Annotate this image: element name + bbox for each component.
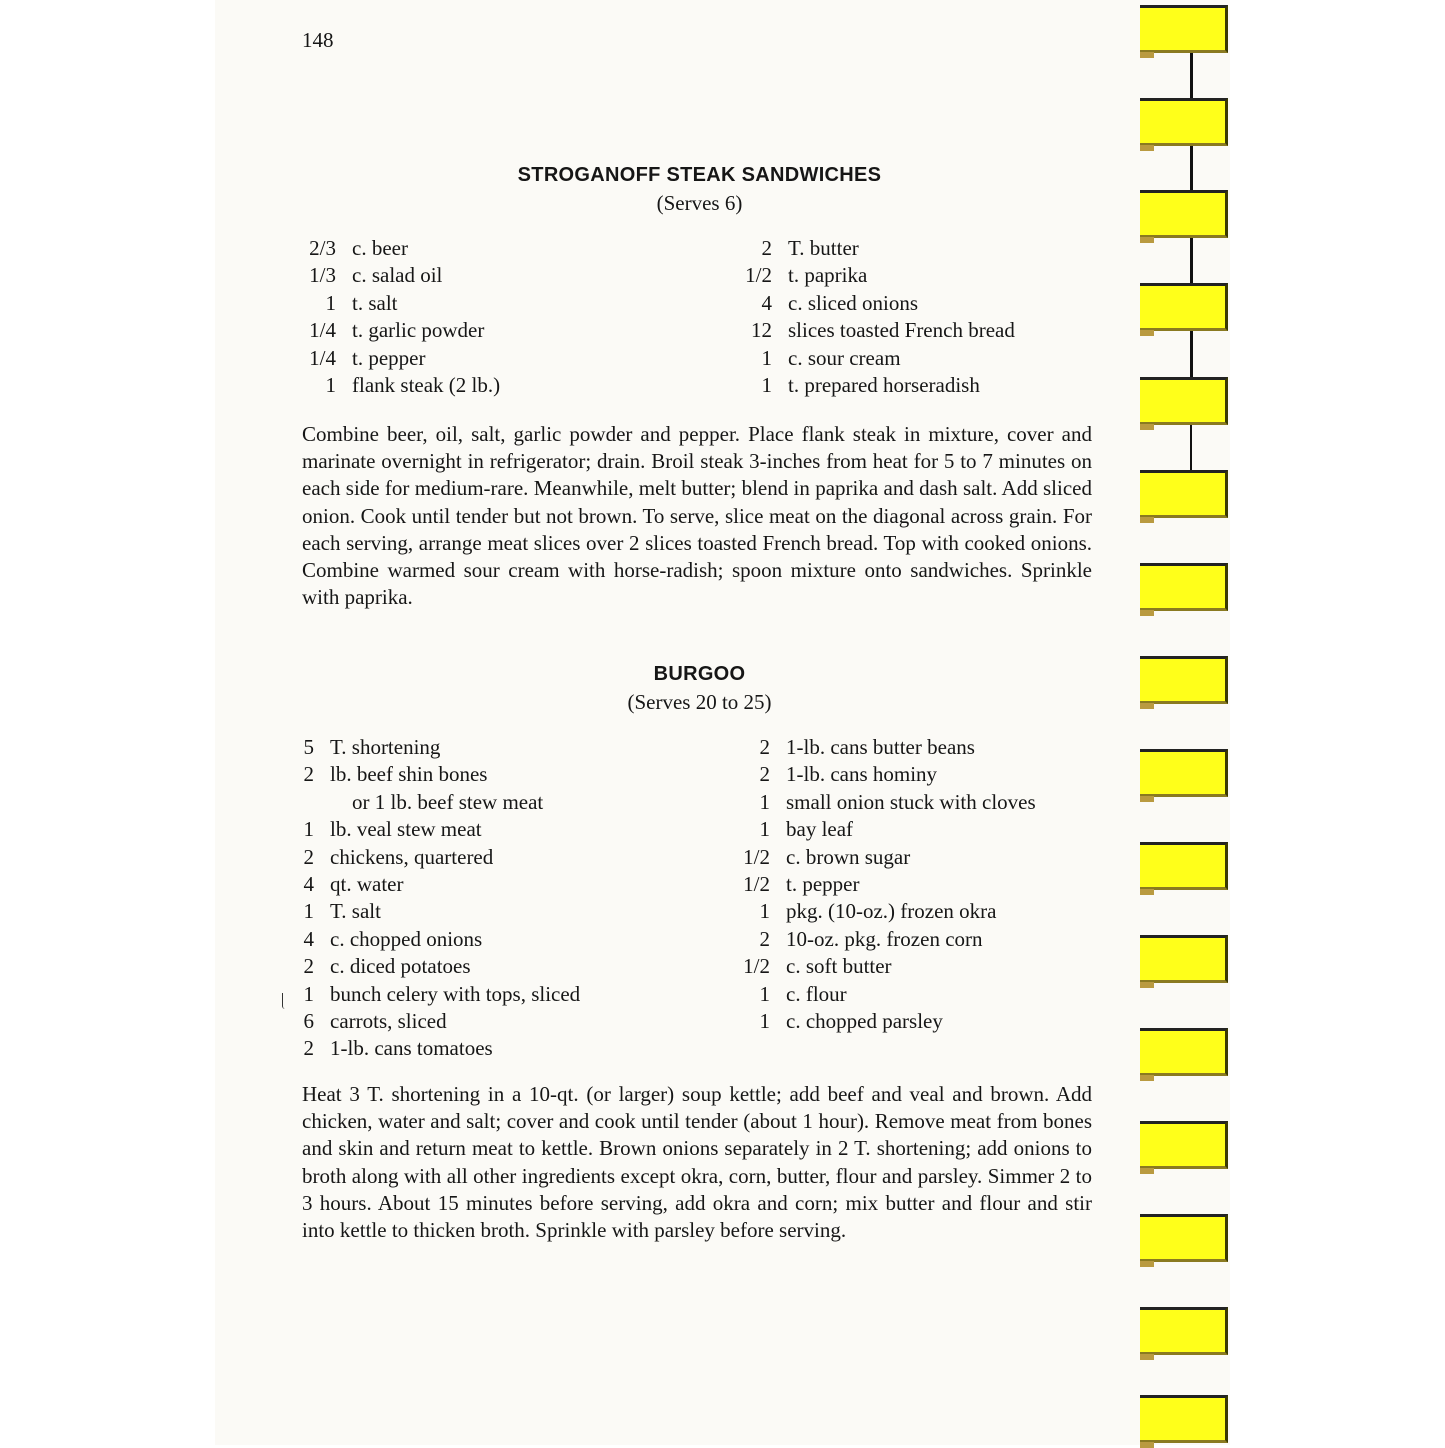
binding-coil	[1140, 283, 1228, 331]
ingredient-row	[302, 789, 580, 816]
binding-wire	[1190, 330, 1193, 380]
ingredient-row	[302, 761, 580, 788]
ingredient-row	[738, 734, 1036, 761]
ingredient-item: lb. veal stew meat	[330, 817, 482, 842]
ingredient-qty: 1	[303, 981, 314, 1006]
ingredient-item: T. shortening	[330, 735, 441, 759]
ingredient-qty: 2	[303, 1036, 314, 1061]
binding-coil	[1140, 1214, 1228, 1262]
ingredient-qty: 1/3	[309, 263, 336, 288]
ingredient-row	[738, 981, 1036, 1008]
ingredient-item: c. soft butter	[786, 954, 892, 979]
ingredient-qty: 1	[303, 817, 314, 842]
binding-coil	[1140, 842, 1228, 890]
binding-coil	[1140, 935, 1228, 983]
recipe-serves: (Serves 20 to 25)	[627, 690, 772, 714]
ingredient-row	[738, 761, 1036, 788]
ingredient-qty: 1	[759, 789, 770, 814]
ingredient-item: bay leaf	[786, 817, 854, 842]
ingredient-item: pkg. (10-oz.) frozen okra	[786, 899, 997, 924]
recipe-directions: Heat 3 T. shortening in a 10-qt. (or larger) soup kettle; add beef and veal and brown. Add chicken, water and salt; cover and cook until tender (about 1 hour). Remove meat from bones and skin and return meat to kettle. Brown onions separately in 2 T. shortening; add onions to broth along with all other ingredients except okra, corn, butter, flour and parsley. Simmer 2 to 3 hours. About 15 minutes before serving, add okra and corn; mix butter and flour and stir into kettle to thicken broth. Sprinkle with parsley before serving.	[302, 1082, 1092, 1243]
ingredient-qty: 4	[761, 290, 772, 315]
ingredient-qty: 1/2	[745, 263, 772, 288]
ingredient-qty: 2	[759, 926, 770, 951]
ingredient-row	[738, 953, 1036, 980]
ingredient-qty: 2	[303, 954, 314, 979]
ingredient-item: c. sour cream	[788, 345, 901, 370]
ingredient-item: t. salt	[352, 290, 398, 315]
binding-coil	[1140, 1307, 1228, 1355]
ingredient-qty: 1/4	[309, 318, 336, 343]
ingredient-item: c. salad oil	[352, 263, 443, 288]
binding-coil	[1140, 749, 1228, 797]
page-number: 148	[302, 28, 334, 52]
ingredient-row	[738, 926, 1036, 953]
pen-mark	[282, 993, 285, 1009]
ingredient-qty: 2	[759, 735, 770, 759]
ingredient-qty: 12	[751, 318, 772, 343]
ingredient-item: c. sliced onions	[788, 290, 919, 315]
ingredient-row	[302, 372, 500, 399]
ingredient-row	[738, 317, 1015, 344]
ingredient-row	[738, 290, 1015, 317]
ingredient-item: 10-oz. pkg. frozen corn	[786, 926, 983, 951]
binding-coil	[1140, 5, 1228, 53]
ingredient-qty: 2	[303, 762, 314, 787]
binding-coil	[1140, 190, 1228, 238]
ingredient-list-left	[302, 235, 500, 399]
ingredient-item: t. paprika	[788, 263, 868, 288]
ingredient-row	[302, 290, 500, 317]
ingredient-qty: 1	[759, 899, 770, 924]
ingredient-qty	[302, 789, 314, 816]
ingredient-row	[738, 235, 1015, 262]
ingredient-qty: 1	[759, 1008, 770, 1033]
ingredient-qty: 2/3	[309, 236, 336, 260]
ingredient-qty: 2	[303, 844, 314, 869]
ingredient-item: or 1 lb. beef stew meat	[352, 789, 544, 814]
ingredient-item: t. prepared horseradish	[788, 372, 980, 397]
ingredient-item: 1-lb. cans butter beans	[786, 735, 975, 759]
ingredient-row	[738, 871, 1036, 898]
ingredient-item: lb. beef shin bones	[330, 762, 488, 787]
ingredient-qty: 2	[759, 762, 770, 787]
recipe-serves: (Serves 6)	[656, 191, 743, 215]
ingredient-item: c. chopped parsley	[786, 1008, 943, 1033]
recipe-directions: Combine beer, oil, salt, garlic powder and pepper. Place flank steak in mixture, cover and marinate overnight in refrigerator; drain. Broil steak 3-inches from heat for 5 to 7 minutes on each side for medium-rare. Meanwhile, melt butter; blend in paprika and dash salt. Add sliced onion. Cook until tender but not brown. To serve, slice meat on the diagonal across grain. For each serving, arrange meat slices over 2 slices toasted French bread. Top with cooked onions. Combine warmed sour cream with horse-radish; spoon mixture onto sandwiches. Sprinkle with paprika.	[302, 422, 1092, 610]
recipe-title: BURGOO	[653, 663, 746, 685]
ingredient-qty: 1/2	[743, 954, 770, 979]
ingredient-row	[302, 1008, 580, 1035]
ingredient-row	[302, 844, 580, 871]
ingredient-row	[302, 345, 500, 372]
ingredient-row	[302, 317, 500, 344]
ingredient-row	[302, 898, 580, 925]
ingredient-item: t. garlic powder	[352, 318, 485, 343]
ingredient-qty: 2	[761, 236, 772, 260]
ingredient-item: t. pepper	[786, 871, 860, 896]
ingredient-list-right	[738, 734, 1036, 1035]
ingredient-item: T. butter	[788, 236, 859, 260]
ingredient-qty: 1/4	[309, 345, 336, 370]
ingredient-row	[738, 1008, 1036, 1035]
ingredient-item: T. salt	[330, 899, 381, 924]
ingredient-item: flank steak (2 lb.)	[352, 372, 501, 397]
ingredient-item: carrots, sliced	[330, 1008, 447, 1033]
recipe-title: STROGANOFF STEAK SANDWICHES	[517, 164, 882, 186]
binding-coil	[1140, 377, 1228, 425]
ingredient-row	[738, 372, 1015, 399]
binding-coil	[1140, 1028, 1228, 1076]
ingredient-item: slices toasted French bread	[788, 318, 1015, 343]
ingredient-item: c. chopped onions	[330, 926, 483, 951]
ingredient-item: qt. water	[330, 871, 404, 896]
ingredient-list-right	[738, 235, 1015, 399]
ingredient-qty: 1/2	[743, 844, 770, 869]
binding-coil	[1140, 656, 1228, 704]
ingredient-item: bunch celery with tops, sliced	[330, 981, 581, 1006]
ingredient-qty: 4	[303, 871, 314, 896]
ingredient-item: c. beer	[352, 236, 408, 260]
ingredient-list-left	[302, 734, 580, 1063]
ingredient-qty: 1	[759, 817, 770, 842]
ingredient-row	[302, 262, 500, 289]
ingredient-qty: 1/2	[743, 871, 770, 896]
ingredient-qty: 1	[761, 345, 772, 370]
ingredient-item: 1-lb. cans hominy	[786, 762, 938, 787]
ingredient-row	[302, 871, 580, 898]
ingredient-item: c. diced potatoes	[330, 954, 471, 979]
binding-coil	[1140, 98, 1228, 146]
ingredient-item: t. pepper	[352, 345, 426, 370]
ingredient-qty: 1	[761, 372, 772, 397]
ingredient-item: 1-lb. cans tomatoes	[330, 1036, 493, 1061]
ingredient-qty: 1	[759, 981, 770, 1006]
ingredient-row	[302, 816, 580, 843]
ingredient-row	[738, 844, 1036, 871]
ingredient-qty: 1	[325, 290, 336, 315]
ingredient-row	[738, 789, 1036, 816]
ingredient-row	[302, 953, 580, 980]
binding-coil	[1140, 1395, 1228, 1443]
binding-wire	[1190, 420, 1192, 470]
ingredient-qty: 4	[303, 926, 314, 951]
binding-coil	[1140, 563, 1228, 611]
ingredient-item: c. flour	[786, 981, 847, 1006]
ingredient-qty: 1	[325, 372, 336, 397]
ingredient-row	[302, 1035, 580, 1062]
ingredient-qty: 5	[303, 735, 314, 759]
ingredient-row	[738, 262, 1015, 289]
ingredient-item: c. brown sugar	[786, 844, 911, 869]
ingredient-row	[738, 898, 1036, 925]
ingredient-row	[302, 235, 500, 262]
ingredient-row	[738, 816, 1036, 843]
ingredient-item: chickens, quartered	[330, 844, 494, 869]
ingredient-item: small onion stuck with cloves	[786, 789, 1036, 814]
ingredient-qty: 1	[303, 899, 314, 924]
ingredient-row	[302, 734, 580, 761]
ingredient-row	[738, 345, 1015, 372]
binding-coil	[1140, 1121, 1228, 1169]
ingredient-row	[302, 981, 580, 1008]
ingredient-qty: 6	[303, 1008, 314, 1033]
ingredient-row	[302, 926, 580, 953]
binding-coil	[1140, 470, 1228, 518]
